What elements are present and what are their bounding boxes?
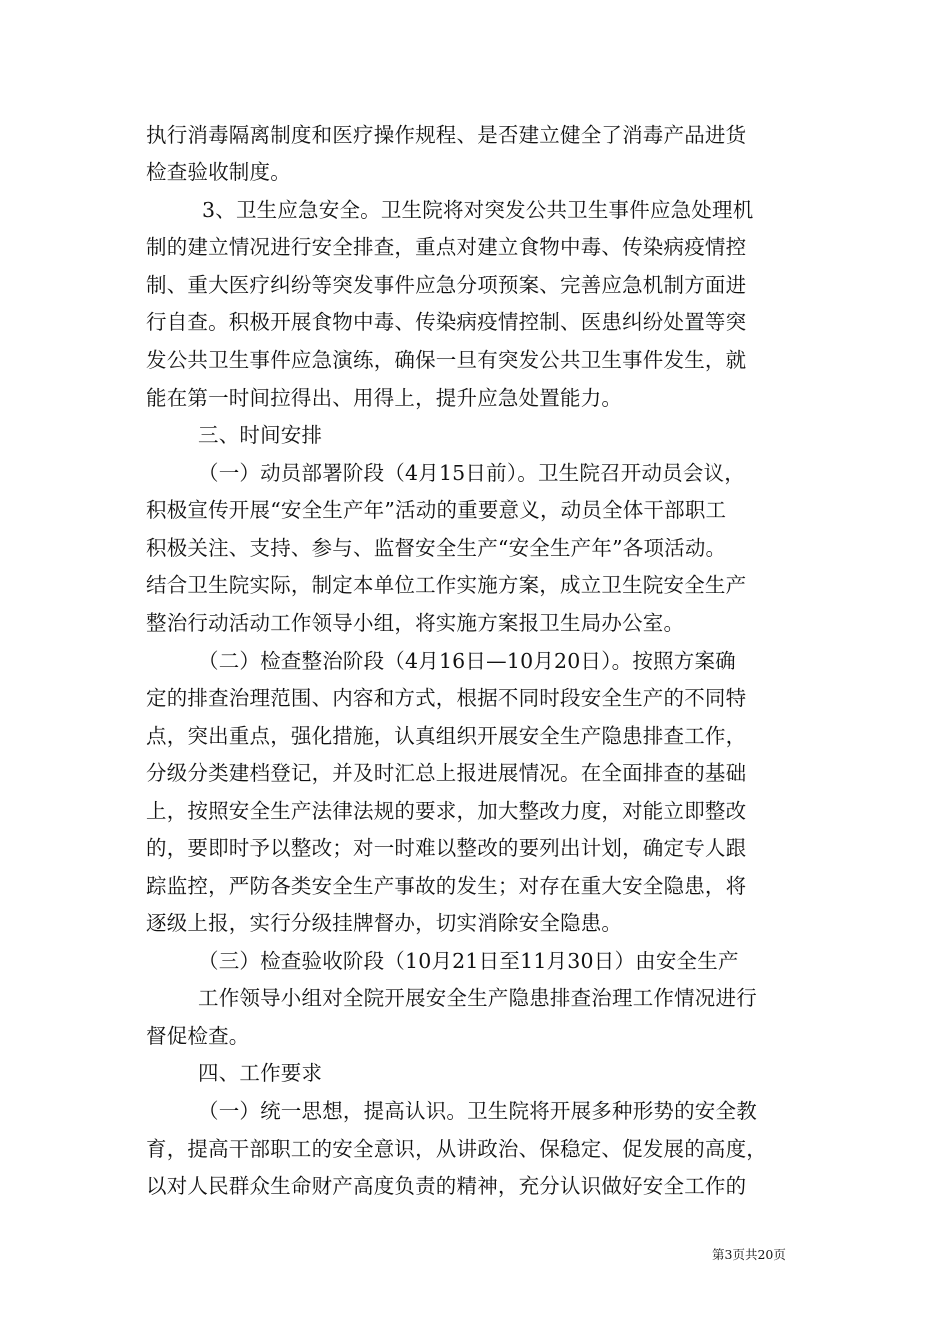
section-heading: 四、工作要求 <box>198 1061 323 1085</box>
text-line: （三）检查验收阶段（10月21日至11月30日）由安全生产 <box>198 949 739 973</box>
text-line: 积极关注、支持、参与、监督安全生产“安全生产年”各项活动。 <box>146 536 727 560</box>
text-line: 检查验收制度。 <box>146 160 291 184</box>
text-line: 以对人民群众生命财产高度负责的精神，充分认识做好安全工作的 <box>146 1174 747 1198</box>
text-line: 能在第一时间拉得出、用得上，提升应急处置能力。 <box>146 386 623 410</box>
text-line: （一）动员部署阶段（4月15日前）。卫生院召开动员会议， <box>198 461 745 485</box>
text-line: 上，按照安全生产法律法规的要求，加大整改力度，对能立即整改 <box>146 799 747 823</box>
text-line: 督促检查。 <box>146 1024 250 1048</box>
text-line: 踪监控，严防各类安全生产事故的发生；对存在重大安全隐患，将 <box>146 874 747 898</box>
text-line: 点，突出重点，强化措施，认真组织开展安全生产隐患排查工作， <box>146 724 747 748</box>
text-line: 积极宣传开展“安全生产年”活动的重要意义，动员全体干部职工 <box>146 498 727 522</box>
section-heading: 三、时间安排 <box>198 423 323 447</box>
text-line: 育，提高干部职工的安全意识，从讲政治、保稳定、促发展的高度， <box>146 1137 767 1161</box>
text-line: 发公共卫生事件应急演练，确保一旦有突发公共卫生事件发生，就 <box>146 348 747 372</box>
text-line: （一）统一思想，提高认识。卫生院将开展多种形势的安全教 <box>198 1099 757 1123</box>
text-line: 制的建立情况进行安全排查，重点对建立食物中毒、传染病疫情控 <box>146 235 747 259</box>
text-line: 的，要即时予以整改；对一时难以整改的要列出计划，确定专人跟 <box>146 836 747 860</box>
text-line: 行自查。积极开展食物中毒、传染病疫情控制、医患纠纷处置等突 <box>146 310 747 334</box>
page-number: 第3页共20页 <box>712 1247 786 1262</box>
text-line: 工作领导小组对全院开展安全生产隐患排查治理工作情况进行 <box>198 986 757 1010</box>
text-line: 3、卫生应急安全。卫生院将对突发公共卫生事件应急处理机 <box>202 198 754 222</box>
text-line: 逐级上报，实行分级挂牌督办，切实消除安全隐患。 <box>146 911 623 935</box>
text-line: 结合卫生院实际，制定本单位工作实施方案，成立卫生院安全生产 <box>146 573 747 597</box>
text-line: （二）检查整治阶段（4月16日—10月20日）。按照方案确 <box>198 649 736 673</box>
text-line: 整治行动活动工作领导小组，将实施方案报卫生局办公室。 <box>146 611 685 635</box>
text-line: 分级分类建档登记，并及时汇总上报进展情况。在全面排查的基础 <box>146 761 747 785</box>
text-line: 执行消毒隔离制度和医疗操作规程、是否建立健全了消毒产品进货 <box>146 123 747 147</box>
text-line: 定的排查治理范围、内容和方式，根据不同时段安全生产的不同特 <box>146 686 747 710</box>
text-line: 制、重大医疗纠纷等突发事件应急分项预案、完善应急机制方面进 <box>146 273 747 297</box>
